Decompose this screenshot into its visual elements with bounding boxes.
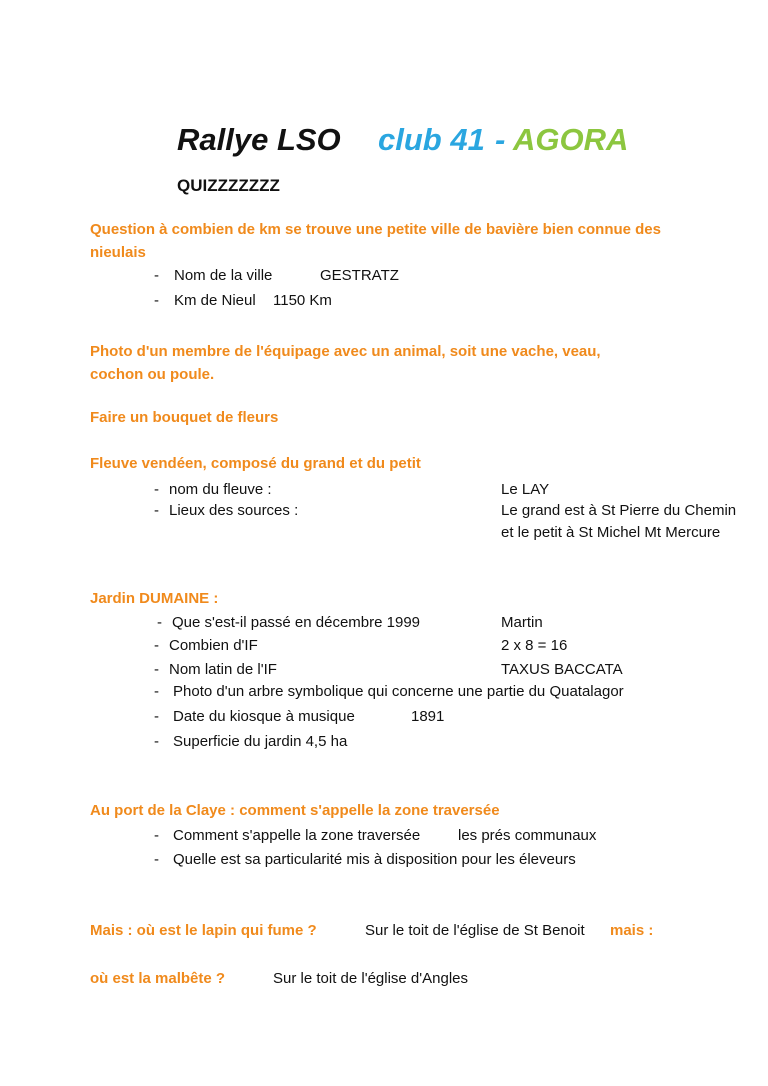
bullet: - — [154, 267, 159, 284]
item-answer: TAXUS BACCATA — [501, 661, 623, 678]
bullet: - — [154, 481, 159, 498]
bullet: - — [154, 827, 159, 844]
question-bouquet: Faire un bouquet de fleurs — [90, 409, 279, 426]
title-club: club 41 — [378, 122, 485, 157]
item-label: Combien d'IF — [169, 637, 258, 654]
item-answer: 1150 Km — [273, 292, 332, 309]
question-malbete: où est la malbête ? — [90, 970, 226, 987]
question-trail: mais : — [610, 922, 654, 939]
question-port-claye: Au port de la Claye : comment s'appelle la zone traversée — [90, 802, 500, 819]
item-answer-continued: et le petit à St Michel Mt Mercure — [501, 524, 721, 541]
item-label: Superficie du jardin 4,5 ha — [173, 733, 348, 750]
bullet: - — [154, 683, 159, 700]
bullet: - — [154, 851, 159, 868]
item-label: Quelle est sa particularité mis à disposition pour les éleveurs — [173, 851, 576, 868]
item-answer: Martin — [501, 614, 543, 631]
question-lapin: Mais : où est le lapin qui fume ? — [90, 922, 317, 939]
quiz-subtitle: QUIZZZZZZZ — [177, 176, 280, 195]
bullet: - — [154, 637, 159, 654]
answer-malbete: Sur le toit de l'église d'Angles — [273, 970, 469, 987]
item-label: Nom latin de l'IF — [169, 661, 277, 678]
question-fleuve: Fleuve vendéen, composé du grand et du petit — [90, 455, 421, 472]
item-answer: Le grand est à St Pierre du Chemin — [501, 502, 737, 519]
title-rally: Rallye LSO — [177, 122, 341, 157]
title-dash: - — [495, 122, 506, 157]
item-answer: 2 x 8 = 16 — [501, 637, 568, 654]
item-label: Lieux des sources : — [169, 502, 299, 519]
bullet: - — [154, 502, 159, 519]
item-label: Photo d'un arbre symbolique qui concerne une partie du Quatalagor — [173, 683, 624, 700]
bullet: - — [154, 292, 159, 309]
item-label: Km de Nieul — [174, 292, 256, 309]
bullet: - — [154, 661, 159, 678]
item-answer: GESTRATZ — [320, 267, 399, 284]
bullet: - — [154, 733, 159, 750]
answer-lapin: Sur le toit de l'église de St Benoit — [365, 922, 585, 939]
item-label: Nom de la ville — [174, 267, 273, 284]
bullet: - — [157, 614, 162, 631]
item-label: nom du fleuve : — [169, 481, 272, 498]
item-label: Que s'est-il passé en décembre 1999 — [172, 614, 421, 631]
question-jardin: Jardin DUMAINE : — [90, 590, 219, 607]
question-photo-animal: Photo d'un membre de l'équipage avec un animal, soit une vache, veau, cochon ou poule. — [90, 343, 601, 383]
bullet: - — [154, 708, 159, 725]
item-answer: 1891 — [411, 708, 445, 725]
title-agora: AGORA — [513, 122, 629, 157]
item-answer: Le LAY — [501, 481, 550, 498]
item-answer: les prés communaux — [458, 827, 597, 844]
question-distance: Question à combien de km se trouve une petite ville de bavière bien connue des nieulais — [90, 221, 661, 261]
item-label: Comment s'appelle la zone traversée — [173, 827, 421, 844]
item-label: Date du kiosque à musique — [173, 708, 355, 725]
